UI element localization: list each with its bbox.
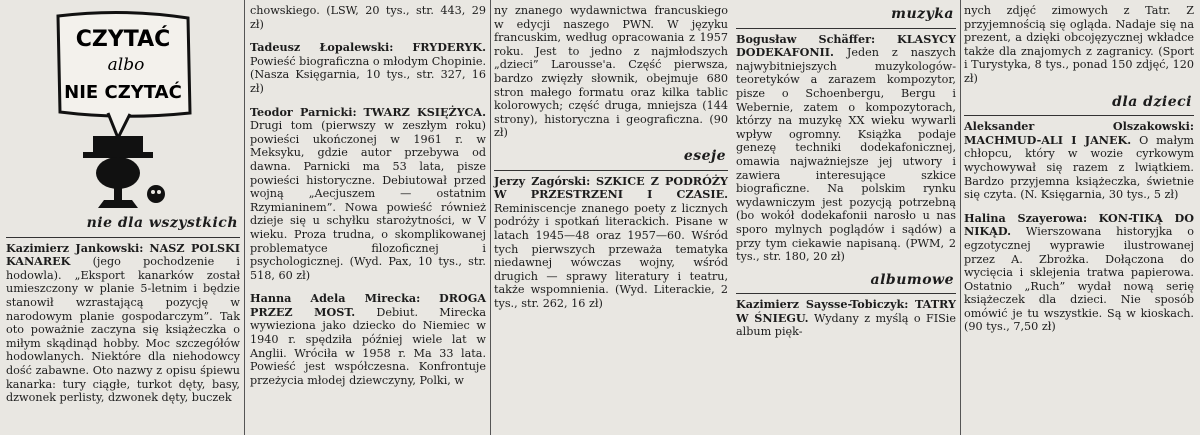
book-entry — [250, 106, 486, 283]
column-divider — [490, 0, 491, 435]
book-entry — [6, 242, 240, 405]
section-heading-dla-dzieci: dla dzieci — [1112, 93, 1192, 110]
svg-text:NIE CZYTAĆ: NIE CZYTAĆ — [64, 82, 182, 103]
entry-title: KLASYCY DODEKAFONII. — [736, 31, 956, 60]
section-heading-nie-dla-wszystkich: nie dla wszystkich — [86, 215, 238, 231]
entry-author: Teodor Parnicki: — [250, 104, 357, 119]
book-entry — [250, 292, 486, 387]
book-entry — [250, 4, 486, 31]
column-2 — [250, 4, 486, 397]
book-entry — [494, 4, 728, 140]
column-divider — [244, 0, 245, 435]
entry-title: KON-TIKĄ DO NIKĄD. — [964, 210, 1194, 239]
column-3 — [494, 4, 728, 320]
book-entry — [736, 33, 956, 264]
entry-author: Tadeusz Łopalewski: — [250, 40, 394, 55]
entry-text: Powieść biograficzna o młodym Chopinie. (Nasza Księgarnia, 10 tys., str. 327, 16 zł) — [250, 54, 486, 95]
entry-title: MACHMUD-ALI I JANEK. — [964, 132, 1132, 147]
book-entry — [964, 212, 1194, 334]
section-rule — [736, 293, 956, 294]
entry-text: Jeden z naszych najwybitniejszych muzykologów-teoretyków a zarazem kompozytor, pisze o Schoenbergu, Bergu i Webernie, zatem o kompozytorach, którzy na muzykę XX wieku wywarli wpływ ogromny. Książka podaje genezę techniki dodekafonicznej, omawia najważniejsze jej utwory i zawiera interesujące szkice biograficzne. Na polskim rynku wydawniczym jest pozycją potrzebną (bo wokół dodekafonii narosło u nas sporo mylnych poglądów i sądów) a przy tym ciekawie napisaną. (PWM, 2 tys., str. 180, 20 zł) — [736, 46, 956, 264]
entry-author: Hanna Adela Mirecka: — [250, 291, 421, 306]
entry-text: nych zdjęć zimowych z Tatr. Z przyjemnością się ogląda. Nadaje się na prezent, a dzięki obcojęzycznej wkładce także dla znajomych z zagranicy. (Sport i Turystyka, 8 tys., ponad 150 zdjęć, 120 zł) — [964, 4, 1194, 85]
book-entry — [250, 41, 486, 95]
entry-text: O małym chłopcu, który w wozie cyrkowym wychowywał się razem z lwiątkiem. Bardzo przyjemna książeczka, świetnie się czyta. (N. Księgarnia, 30 tys., 5 zł) — [964, 133, 1194, 202]
entry-text: Wierszowana historyjka o egzotycznej wyprawie ilustrowanej przez A. Zbrożka. Dołączona do wycięcia i sklejenia tratwa papierowa. Ostatnio „Ruch” wydał nową serię książeczek dla dzieci. Nie sposób omówić je tu wszystkie. Są w kioskach. (90 tys., 7,50 zł) — [964, 225, 1194, 334]
entry-title: TATRY W ŚNIEGU. — [736, 297, 956, 325]
column-5 — [964, 4, 1194, 344]
entry-title: FRYDERYK. — [412, 40, 487, 55]
entry-author: Jerzy Zagórski: — [494, 173, 591, 188]
book-entry — [494, 175, 728, 311]
entry-text: (jego pochodzenie i hodowla). „Eksport kanarków został umieszczony w planie 5-letnim i będzie stanowił wzrastającą pozycję w narodowym planie gospodarczym”. Tak oto poważnie zaczyna się książeczka o miłym skądinąd hobby. Moc szczegółów hodowlanych. Niektóre dla niehodowcy dość zabawne. Oto nazwy z opisu śpiewu kanarka: tury ciągłe, turkot dęty, basy, dzwonek perlisty, dzwonek dęty, buczek — [6, 255, 240, 405]
section-rule — [6, 237, 240, 238]
column-4 — [736, 4, 956, 349]
entry-text: Drugi tom (pierwszy w zeszłym roku) powieści ukończonej w 1961 r. w Meksyku, gdzie autor przebywa od dawna. Parnicki ma 53 lata, pisze powieści historyczne. Debiutował przed wojną „Aecjuszem — ostatnim Rzymianinem”. Nowa powieść również dzieje się u schyłku starożytności, w V wieku. Proza trudna, o skomplikowanej problematyce filozoficznej i psychologicznej. (Wyd. Pax, 10 tys., str. 518, 60 zł) — [250, 119, 486, 282]
entry-title: TWARZ KSIĘŻYCA. — [363, 104, 486, 119]
column-divider — [960, 0, 961, 435]
entry-title: DROGA PRZEZ MOST. — [250, 291, 486, 319]
entry-text: ny znanego wydawnictwa francuskiego w edycji naszego PWN. W języku francuskim, według opracowania z 1957 roku. Jest to jedno z najmłodszych „dzieci” Larousse'a. Część pierwsza, bardzo zwięzły słownik, obejmuje 680 stron małego formatu oraz kilka tablic kolorowych; część druga, mniejsza (144 strony), historyczna i geograficzna. (90 zł) — [494, 4, 728, 140]
section-heading-eseje: eseje — [683, 147, 726, 164]
column-1 — [6, 4, 240, 415]
entry-title: NASZ POLSKI KANAREK — [6, 240, 240, 269]
book-entry — [964, 120, 1194, 202]
entry-text: chowskiego. (LSW, 20 tys., str. 443, 29 zł) — [250, 4, 486, 31]
section-heading-muzyka: muzyka — [891, 6, 954, 22]
section-rule — [964, 115, 1194, 116]
book-entry — [964, 4, 1194, 86]
entry-author: Kazimierz Saysse-Tobiczyk: — [736, 297, 909, 312]
entry-text: Reminiscencje znanego poety z licznych podróży i spotkań literackich. Pisane w latach 1945—48 oraz 1957—60. Wśród tych pierwszych przeważa tematyka niedawnej wówczas wojny, wśród drugich — sprawy literatury i teatru, także wspomnienia. (Wyd. Literackie, 2 tys., str. 262, 16 zł) — [494, 201, 728, 310]
svg-text:CZYTAĆ: CZYTAĆ — [75, 27, 171, 52]
czytac-albo-nie-czytac-logo — [48, 8, 198, 213]
entry-author: Kazimierz Jankowski: — [6, 240, 144, 255]
entry-text: Debiut. Mirecka wywieziona jako dziecko do Niemiec w 1940 r. spędziła później wiele lat w Anglii. Wróciła w 1958 r. Ma 33 lata. Powieść jest współczesna. Konfrontuje przeżycia młodej dziewczyny, Polki, w — [250, 305, 486, 387]
entry-author: Halina Szayerowa: — [964, 210, 1088, 225]
entry-title: SZKICE Z PODRÓŻY W PRZESTRZENI I CZASIE. — [494, 173, 728, 202]
section-rule — [736, 28, 956, 29]
section-heading-albumowe: albumowe — [870, 271, 954, 288]
entry-author: Aleksander Olszakowski: — [964, 119, 1194, 134]
section-rule — [494, 170, 728, 171]
entry-author: Bogusław Schäffer: — [736, 31, 876, 46]
book-entry — [736, 298, 956, 339]
entry-text: Wydany z myślą o FISie album pięk- — [736, 311, 957, 339]
svg-text:albo: albo — [107, 55, 145, 75]
